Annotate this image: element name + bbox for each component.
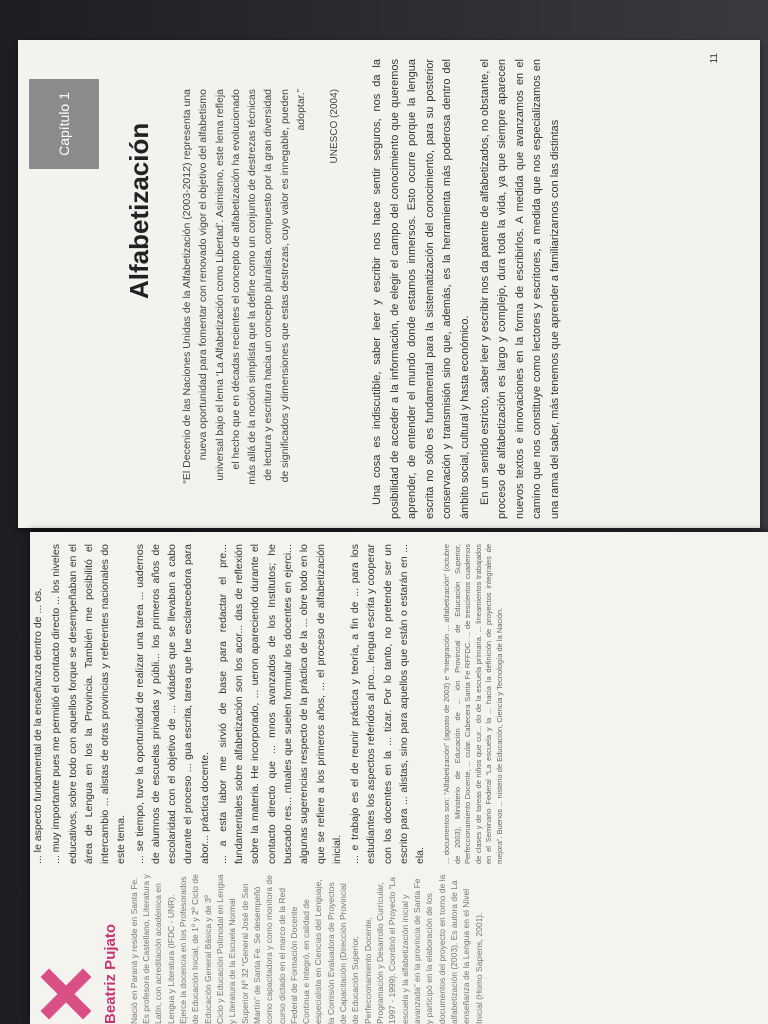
x-mark-icon: [36, 964, 96, 1024]
epigraph-quote: [179, 89, 343, 489]
footnotes: ... documentos son: “Alfabetización” (agosto de 2003) e “Integración ... alfabetización” (octubre de 2003), Ministerio de Educación de ... ión Provincial de Educación Superior, Perfeccionamiento Docente, ... cular. Cabecera Santa Fe RFFDC. ... de trescientos cuadernos de clases y de tareas de niños que cur... do de la escuela primaria. ... lineamientos trabajados en el Seminario Federal “La escuela y la ... hacia la definición de proyectos integrales de mejora”. Buenos ... nisterio de Educación, Ciencia y Tecnología de la Nación.: [442, 544, 504, 864]
chapter-body: [369, 59, 567, 519]
right-page-content: [29, 49, 749, 519]
body-paragraph: ... se tiempo, tuve la oportunidad de realizar una tarea ... uadernos de alumnos de escuelas privadas y públi... los primeros años de escolaridad con el objetivo de ... vidades que se llevaban a cabo durante el proceso ... gua escrita, tarea que fue esclarecedora para abor... práctica docente.: [133, 544, 211, 864]
quote-text: “El Decenio de las Naciones Unidas de la Alfabetización (2003-2012) representa una nueva oportunidad para fomentar con renovado vigor el objetivo del alfabetismo universal bajo el lema ‘La Alfabetización como Libertad’. Asimismo, este lema refleja el hecho que en décadas recientes el concepto de alfabetización ha evolucionado más allá de la noción simplista que la define como un conjunto de destrezas técnicas de lectura y escritura hacia un concepto pluralista, compuesto por la gran diversidad de significados y dimensiones que estas destrezas, cuyo valor es innegable, pueden adoptar.”: [181, 89, 307, 485]
author-name: Beatriz Pujato: [102, 923, 119, 1024]
chapter-tag: [29, 79, 99, 169]
left-page: [30, 532, 768, 1024]
body-paragraph: ... a esta labor me sirvió de base para redactar el pre... fundamentales sobre alfabetización son los acor... das de reflexión sobre la materia. He incorporado, ... ueron apareciendo durante el contacto directo que ... mnos avanzados de los Institutos; he buscado res... ntuales que suelen formular los docentes en ejerci... algunas sugerencias respecto de la práctica de la ... obre todo en lo que se refiere a los primeros años, ... el proceso de alfabetización inicial.: [216, 544, 343, 864]
right-page: [18, 40, 760, 528]
quote-source: UNESCO (2004): [329, 89, 341, 164]
author-sidebar: [30, 874, 768, 1024]
body-paragraph: ... e trabajo es el de reunir práctica y teoría, a fin de ... para los estudiantes los aspectos referidos al pro... lengua escrita y cooperar con los docentes en la ... tizar. Por lo tanto, no pretende ser un escrito para ... alistas, sino para aquellos que están o estarán en ... ela.: [349, 544, 427, 864]
chapter-label: Capítulo 1: [56, 92, 72, 156]
body-paragraph: Una cosa es indiscutible, saber leer y escribir nos hace sentir seguros, nos da la posibilidad de acceder a la información, de elegir el campo del conocimiento que queremos aprender, de entender el mundo donde estamos inmersos. Esto ocurre porque la lengua escrita no sólo es fundamental para la sistematización del conocimiento, para su posterior conservación y transmisión sino que, además, es la herramienta más poderosa dentro del ámbito social, cultural y hasta económico.: [371, 59, 471, 519]
left-page-body: [30, 544, 505, 864]
left-page-content: [30, 532, 768, 1024]
page-number: 11: [709, 53, 720, 64]
chapter-title: Alfabetización: [124, 122, 154, 299]
body-paragraph: ... le aspecto fundamental de la enseñanza dentro de ... os.: [32, 587, 44, 864]
body-paragraph: En un sentido estricto, saber leer y escribir nos da patente de alfabetizados, no obstante, el proceso de alfabetización es largo y complejo, dura toda la vida, ya que siempre aparecen nuevos textos e innovaciones en la forma de escribirlos. A medida que avanzamos en el camino que nos constituye como lectores y escritores, a medida que nos especializamos en una rama del saber, más tenemos que aprender a familiarizarnos con las distintas: [478, 59, 561, 519]
body-paragraph: ... muy importante pues me permitió el contacto directo ... los niveles educativos, sobre todo con aquellos forque se desempeñaban en el área de Lengua en los la Provincia. También me posibilitó el intercambio ... alistas de otras provincias y referentes nacionales do este tema.: [50, 544, 128, 864]
author-bio: Nació en Paraná y reside en Santa Fe. Es profesora de Castellano, Literatura y Latín, con acreditación académica en Lengua y Literatura (IFDC - UNR). Ejerce la docencia en los Profesorados de Educación Inicial, de 1º y 2º Ciclo de Educación General Básica y de 3º Ciclo y Educación Polimodal en Lengua y Literatura de la Escuela Normal Superior Nº 32 “General José de San Martín” de Santa Fe. Se desempeñó como capacitadora y como monitora de curso dictado en el marco de la Red Federal de Formación Docente Continua e integró, en calidad de especialista en Ciencias del Lenguaje, la Comisión Evaluadora de Proyectos de Capacitación (Dirección Provincial de Educación Superior, Perfeccionamiento Docente, Programación y Desarrollo Curricular, 1997 - 1999). Coordinó el Proyecto “La escuela y la alfabetización inicial y avanzada” en la provincia de Santa Fe y participó en la elaboración de los documentos del proyecto en torno de la alfabetización (2003). Es autora de La enseñanza de la Lengua en el Nivel Inicial (Homo Sapiens, 2001).: [128, 874, 484, 1024]
